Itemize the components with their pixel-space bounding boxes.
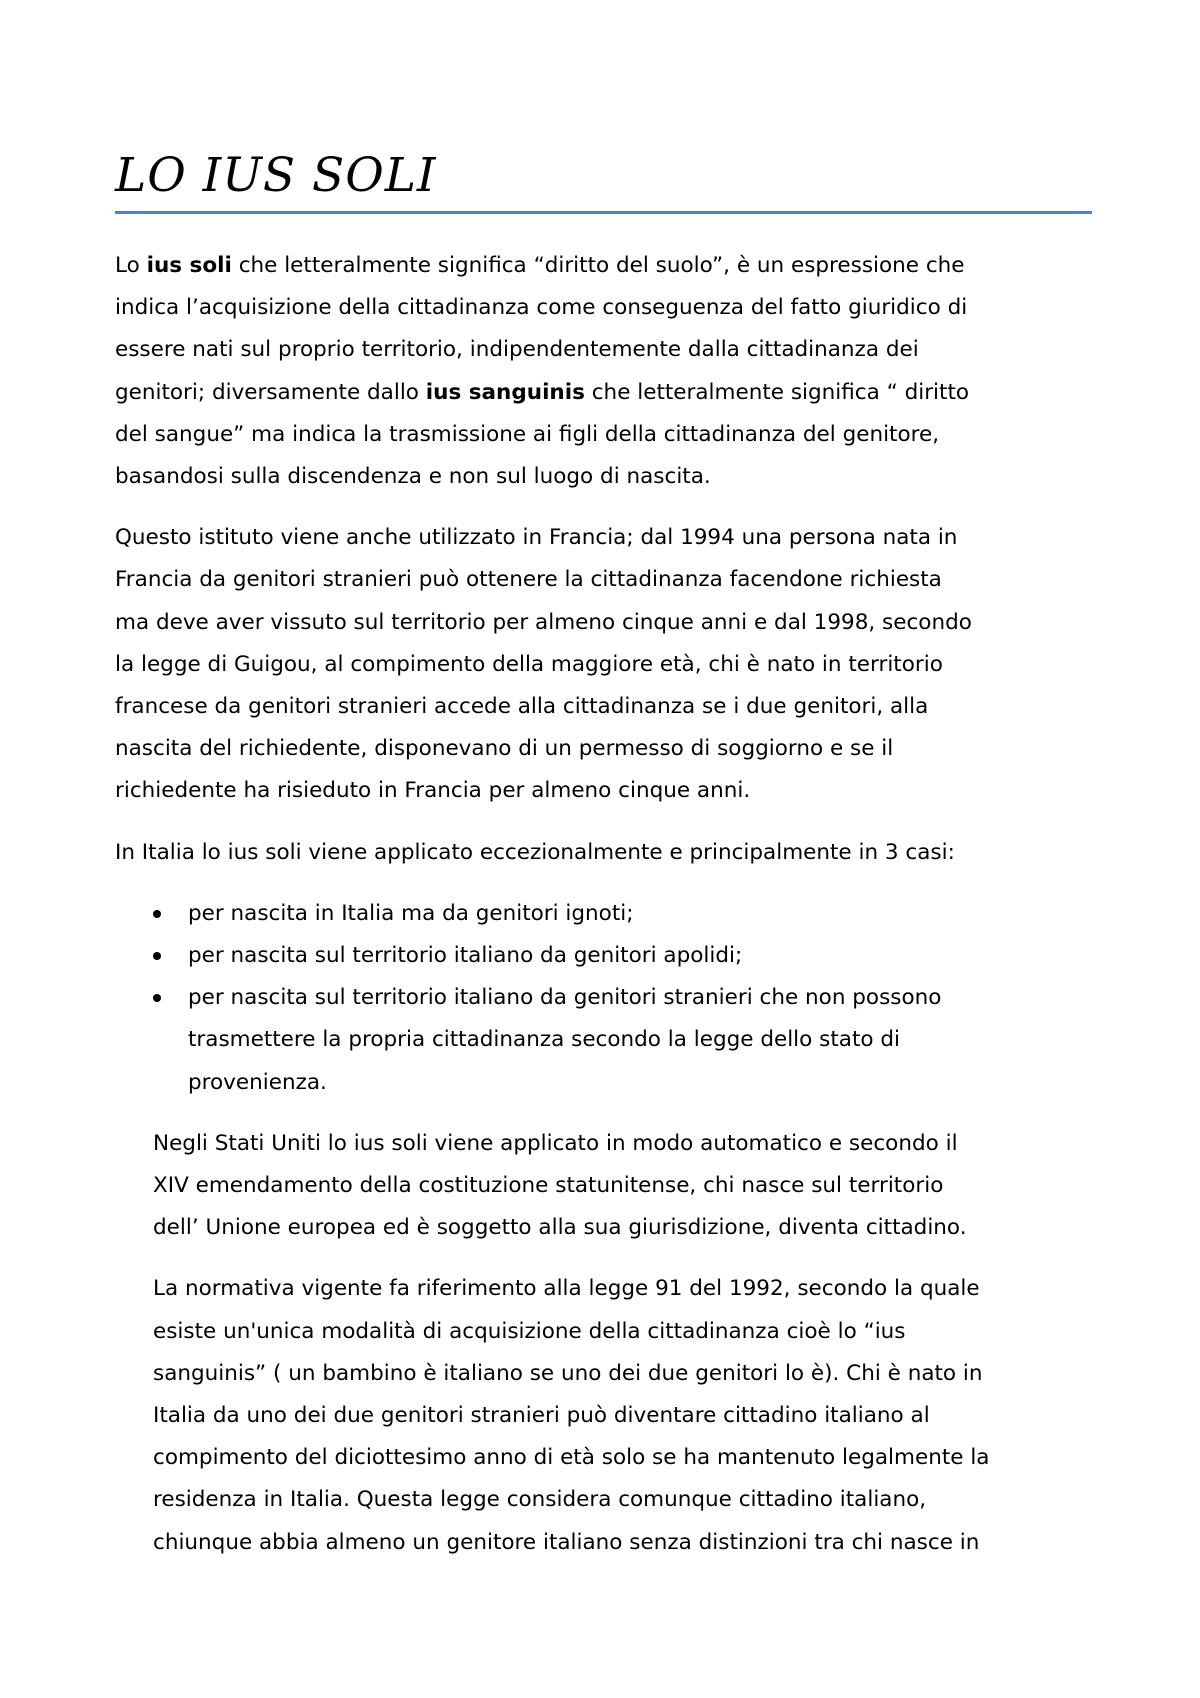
bullet-icon — [153, 952, 161, 960]
bullet-icon — [153, 910, 161, 918]
text-line: nascita del richiedente, disponevano di un permesso di soggiorno e se il — [115, 736, 894, 762]
text-line: genitori; diversamente dallo ius sanguinis che letteralmente significa “ diritto — [115, 379, 970, 405]
text-line: residenza in Italia. Questa legge considera comunque cittadino italiano, — [153, 1487, 927, 1513]
text-line: Questo istituto viene anche utilizzato in Francia; dal 1994 una persona nata in — [115, 525, 958, 551]
paragraph-stati-uniti — [153, 1123, 1095, 1250]
text-line: indica l’acquisizione della cittadinanza come conseguenza del fatto giuridico di — [115, 295, 968, 321]
document-body — [115, 245, 1095, 1583]
paragraph-italia-intro — [115, 832, 1095, 874]
text-line: Francia da genitori stranieri può ottenere la cittadinanza facendone richiesta — [115, 567, 942, 593]
list-item — [115, 893, 1095, 935]
text-line: Lo ius soli che letteralmente significa “diritto del suolo”, è un espressione che — [115, 253, 965, 278]
bullet-list-casi — [115, 893, 1095, 1104]
list-item — [115, 935, 1095, 977]
text-line: provenienza. — [188, 1069, 327, 1095]
text-line: compimento del diciottesimo anno di età solo se ha mantenuto legalmente la — [153, 1445, 990, 1471]
list-item — [115, 977, 1095, 1104]
text-line: la legge di Guigou, al compimento della maggiore età, chi è nato in territorio — [115, 651, 943, 677]
title-underline-rule — [115, 211, 1092, 214]
text-line: Negli Stati Uniti lo ius soli viene applicato in modo automatico e secondo il — [153, 1130, 958, 1156]
text-line: per nascita sul territorio italiano da genitori stranieri che non possono — [188, 985, 942, 1011]
text-line: per nascita sul territorio italiano da genitori apolidi; — [188, 943, 743, 969]
text-line: per nascita in Italia ma da genitori ignoti; — [188, 900, 634, 926]
bold-term-ius-soli: ius soli — [146, 253, 232, 278]
text-line: essere nati sul proprio territorio, indipendentemente dalla cittadinanza dei — [115, 337, 919, 363]
paragraph-ius-soli-definition — [115, 245, 1095, 498]
text-line: sanguinis” ( un bambino è italiano se uno dei due genitori lo è). Chi è nato in — [153, 1360, 983, 1386]
paragraph-normativa-vigente — [153, 1268, 1095, 1563]
text-line: XIV emendamento della costituzione statunitense, chi nasce sul territorio — [153, 1173, 944, 1199]
text-line: francese da genitori stranieri accede alla cittadinanza se i due genitori, alla — [115, 694, 929, 720]
text-line: richiedente ha risieduto in Francia per almeno cinque anni. — [115, 778, 751, 804]
text-line: esiste un'unica modalità di acquisizione della cittadinanza cioè lo “ius — [153, 1318, 906, 1344]
text-line: Italia da uno dei due genitori stranieri può diventare cittadino italiano al — [153, 1403, 930, 1429]
text-line: basandosi sulla discendenza e non sul luogo di nascita. — [115, 464, 711, 490]
paragraph-francia — [115, 517, 1095, 812]
text-line: In Italia lo ius soli viene applicato eccezionalmente e principalmente in 3 casi: — [115, 839, 955, 865]
text-line: dell’ Unione europea ed è soggetto alla sua giurisdizione, diventa cittadino. — [153, 1215, 967, 1241]
page-title: LO IUS SOLI — [115, 148, 437, 203]
text-line: trasmettere la propria cittadinanza secondo la legge dello stato di — [188, 1027, 900, 1053]
text-line: chiunque abbia almeno un genitore italiano senza distinzioni tra chi nasce in — [153, 1529, 980, 1555]
bold-term-ius-sanguinis: ius sanguinis — [425, 379, 585, 405]
text-line: ma deve aver vissuto sul territorio per almeno cinque anni e dal 1998, secondo — [115, 609, 972, 635]
text-line: La normativa vigente fa riferimento alla legge 91 del 1992, secondo la quale — [153, 1276, 980, 1302]
bullet-icon — [153, 994, 161, 1002]
text-line: del sangue” ma indica la trasmissione ai figli della cittadinanza del genitore, — [115, 421, 940, 447]
